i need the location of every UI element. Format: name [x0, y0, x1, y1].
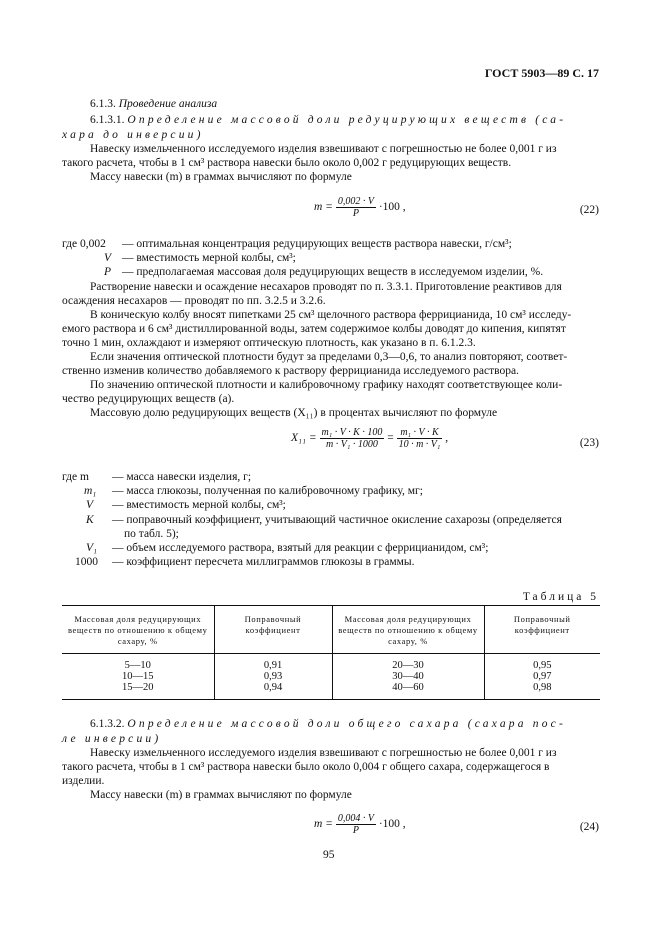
section-title: Проведение анализа — [118, 98, 218, 110]
where-symbol: V₁ — [86, 542, 98, 554]
section-heading-6-1-3 — [90, 97, 217, 112]
table-cell: 30—40 — [332, 671, 484, 682]
table-cell: 0,98 — [484, 682, 600, 700]
where-symbol: 1000 — [75, 556, 98, 568]
paragraph-line: такого расчета, чтобы в 1 см³ раствора навески было около 0,002 г редуцирующих веществ. — [62, 157, 512, 169]
paragraph-line: Растворение навески и осаждение несахаров проводят по п. 3.3.1. Приготовление реактивов для — [90, 281, 562, 293]
paragraph-line: По значению оптической плотности и калибровочному графику находят соответствующее коли- — [90, 379, 563, 391]
table-header-row — [62, 606, 600, 654]
subsection-number: 6.1.3.2. — [90, 718, 125, 730]
paragraph-line: чество редуцирующих веществ (a). — [62, 393, 235, 405]
formula-24 — [314, 813, 406, 836]
formula-fraction — [320, 427, 385, 450]
paragraph-line: изделии. — [62, 775, 105, 787]
formula-fraction — [336, 196, 376, 219]
where-definition-continued: по табл. 5); — [124, 528, 179, 540]
formula-rhs: ·100 , — [378, 818, 406, 831]
table-cell: 10—15 — [122, 671, 154, 682]
fraction-numerator: 0,002 · V — [337, 196, 374, 207]
table-header-cell: Поправочный коэффициент — [484, 606, 600, 654]
where-symbol: P — [104, 266, 112, 278]
table-cell: 0,94 — [214, 682, 332, 700]
equation-number-23: (23) — [579, 437, 599, 449]
table-cell: 5—10 — [124, 660, 151, 671]
table-header-cell: Массовая доля редуцирующих веществ по отношению к общему сахару, % — [67, 614, 208, 646]
fraction-numerator: 0,004 · V — [337, 813, 374, 824]
fraction-denominator: P — [352, 825, 359, 836]
table-header-cell: Поправочный коэффициент — [214, 606, 332, 654]
fraction-numerator: m₁ · V · K · 100 — [321, 427, 383, 438]
table-cell: 15—20 — [122, 682, 154, 693]
table-5 — [62, 605, 600, 700]
paragraph-line: емого раствора и 6 см³ дистиллированной воды, затем содержимое колбы доводят до кипения, кипятят — [62, 323, 566, 335]
table-cell: 0,93 — [214, 671, 332, 682]
fraction-denominator: m · V₁ · 1000 — [326, 439, 378, 450]
subsection-number: 6.1.3.1. — [90, 114, 125, 126]
fraction-denominator: P — [352, 208, 359, 219]
paragraph-line: ственно изменив количество добавляемого к раствору феррицианида исследуемого раствора. — [62, 365, 519, 377]
paragraph-line: осаждения несахаров — проводят по пп. 3.2.5 и 3.2.6. — [62, 295, 326, 307]
where-definition: — масса глюкозы, полученная по калибровочному графику, мг; — [112, 485, 423, 497]
subsection-title-line2: ле инверсии) — [62, 733, 162, 745]
fraction-denominator: 10 · m · V₁ — [398, 439, 441, 450]
subsection-title-line1: Определение массовой доли редуцирующих веществ (са- — [127, 114, 567, 126]
section-number: 6.1.3. — [90, 98, 116, 110]
equation-number-22: (22) — [579, 204, 599, 216]
where-definition: — масса навески изделия, г; — [112, 471, 252, 483]
table-caption: Таблица 5 — [522, 591, 599, 603]
where-definition: — вместимость мерной колбы, см³; — [112, 499, 286, 511]
table-header-cell: Массовая доля редуцирующих веществ по отношению к общему сахару, % — [332, 606, 484, 654]
paragraph-line: точно 1 мин, охлаждают и измеряют оптическую плотность, как указано в п. 6.1.2.3. — [62, 337, 476, 349]
where-definition: — предполагаемая массовая доля редуцирующих веществ в исследуемом изделии, %. — [122, 266, 544, 278]
document-header: ГОСТ 5903—89 С. 17 — [484, 66, 599, 80]
formula-lhs: m = — [314, 201, 333, 214]
table-cell: 40—60 — [332, 682, 484, 700]
where-symbol: V — [104, 252, 112, 264]
where-symbol: m₁ — [84, 485, 97, 497]
equation-number-24: (24) — [579, 821, 599, 833]
page-number: 95 — [323, 849, 335, 861]
table-cell: 20—30 — [332, 654, 484, 672]
table-cell: 0,91 — [214, 654, 332, 672]
paragraph-line: Массу навески (m) в граммах вычисляют по формуле — [90, 789, 352, 801]
paragraph-line: Навеску измельченного исследуемого изделия взвешивают с погрешностью не более 0,001 г из — [90, 143, 557, 155]
where-symbol: K — [86, 514, 94, 526]
formula-23 — [291, 427, 448, 450]
table-cell: 0,95 — [484, 654, 600, 672]
formula-fraction — [336, 813, 376, 836]
where-definition: — коэффициент пересчета миллиграммов глюкозы в граммы. — [112, 556, 415, 568]
paragraph-line: такого расчета, чтобы в 1 см³ раствора навески было около 0,004 г общего сахара, содержащегося в — [62, 761, 550, 773]
subsection-title-line1: Определение массовой доли общего сахара (сахара пос- — [127, 718, 567, 730]
paragraph-line: Если значения оптической плотности будут за пределами 0,3—0,6, то анализ повторяют, соответ- — [90, 351, 568, 363]
formula-lhs: m = — [314, 818, 333, 831]
fraction-numerator: m₁ · V · K — [397, 427, 443, 439]
formula-22 — [314, 196, 406, 219]
subsection-heading-6-1-3-1 — [90, 113, 566, 128]
paragraph-line: Навеску измельченного исследуемого изделия взвешивают с погрешностью не более 0,001 г из — [90, 747, 557, 759]
formula-fraction — [397, 427, 443, 450]
paragraph-line: Массовую долю редуцирующих веществ (X₁₁) в процентах вычисляют по формуле — [90, 407, 498, 419]
subsection-heading-6-1-3-2 — [90, 717, 566, 732]
subsection-title-line2: хара до инверсии) — [62, 129, 204, 141]
paragraph-line: Массу навески (m) в граммах вычисляют по формуле — [90, 171, 352, 183]
where-definition: — оптимальная концентрация редуцирующих веществ раствора навески, г/см³; — [122, 238, 512, 250]
where-definition: — поправочный коэффициент, учитывающий частичное окисление сахарозы (определяется — [112, 514, 562, 526]
where-symbol: где m — [62, 471, 89, 483]
table-row — [62, 671, 600, 682]
where-definition: — объем исследуемого раствора, взятый для реакции с феррицианидом, см³; — [112, 542, 489, 554]
where-symbol: где 0,002 — [62, 238, 106, 250]
table-row — [62, 654, 600, 672]
formula-tail: , — [445, 432, 449, 445]
where-definition: — вместимость мерной колбы, см³; — [122, 252, 296, 264]
paragraph-line: В коническую колбу вносят пипетками 25 см³ щелочного раствора феррицианида, 10 см³ исследу- — [90, 309, 572, 321]
table-row — [62, 682, 600, 700]
formula-equals: = — [387, 432, 394, 445]
formula-rhs: ·100 , — [378, 201, 406, 214]
where-symbol: V — [86, 499, 94, 511]
formula-lhs: X₁₁ = — [291, 432, 317, 445]
table-cell: 0,97 — [484, 671, 600, 682]
